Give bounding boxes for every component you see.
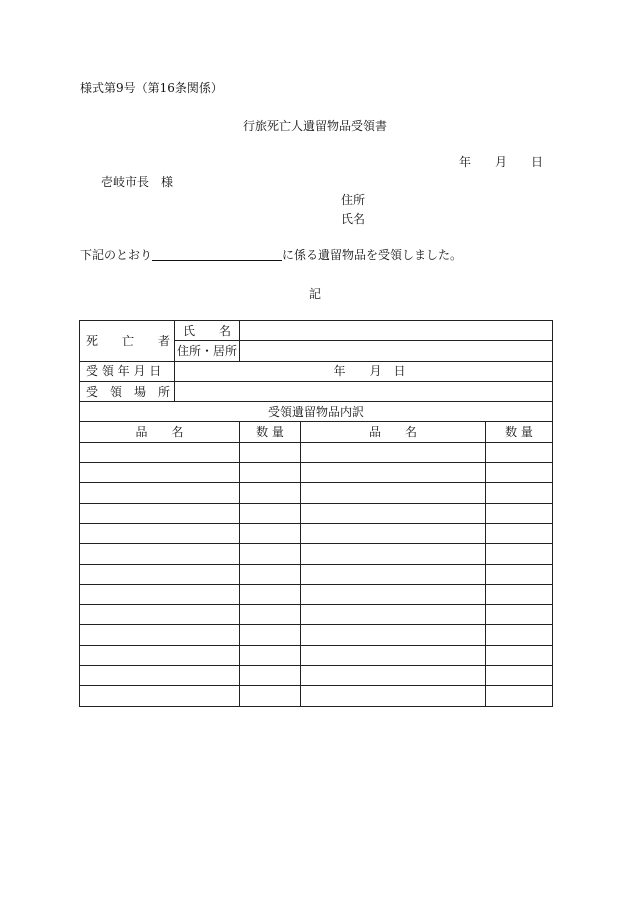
column-header-item-name-2: 品 名 — [301, 422, 486, 442]
quantity-cell[interactable] — [240, 564, 301, 584]
quantity-cell[interactable] — [486, 544, 553, 564]
item-row — [80, 666, 553, 686]
statement — [80, 248, 462, 262]
quantity-cell[interactable] — [486, 645, 553, 665]
item-name-cell[interactable] — [301, 686, 486, 706]
deceased-address-label: 住所・居所 — [175, 341, 240, 361]
item-rows — [80, 442, 553, 706]
item-name-cell[interactable] — [80, 544, 240, 564]
item-name-cell[interactable] — [301, 625, 486, 645]
quantity-cell[interactable] — [486, 523, 553, 543]
deceased-label: 死 亡 者 — [80, 321, 175, 362]
statement-prefix: 下記のとおり — [80, 248, 153, 262]
item-name-cell[interactable] — [301, 483, 486, 503]
quantity-cell[interactable] — [486, 605, 553, 625]
quantity-cell[interactable] — [240, 544, 301, 564]
item-row — [80, 483, 553, 503]
item-row — [80, 584, 553, 604]
statement-suffix: に係る遺留物品を受領しました。 — [282, 248, 463, 262]
receipt-year-label: 年 — [333, 364, 346, 379]
item-name-cell[interactable] — [80, 503, 240, 523]
quantity-cell[interactable] — [486, 666, 553, 686]
quantity-cell[interactable] — [486, 442, 553, 462]
item-name-cell[interactable] — [301, 584, 486, 604]
receipt-day-label: 日 — [393, 364, 406, 379]
quantity-cell[interactable] — [486, 483, 553, 503]
quantity-cell[interactable] — [240, 442, 301, 462]
document-title: 行旅死亡人遺留物品受領書 — [242, 119, 387, 133]
quantity-cell[interactable] — [240, 686, 301, 706]
item-name-cell[interactable] — [80, 605, 240, 625]
item-row — [80, 503, 553, 523]
quantity-cell[interactable] — [486, 584, 553, 604]
quantity-cell[interactable] — [240, 625, 301, 645]
item-row — [80, 442, 553, 462]
column-header-quantity-2: 数 量 — [486, 422, 553, 442]
item-name-cell[interactable] — [80, 483, 240, 503]
quantity-cell[interactable] — [486, 686, 553, 706]
item-name-cell[interactable] — [80, 625, 240, 645]
item-name-cell[interactable] — [80, 584, 240, 604]
item-name-cell[interactable] — [301, 544, 486, 564]
item-row — [80, 686, 553, 706]
date-year-label: 年 — [459, 155, 472, 169]
receipt-month-label: 月 — [369, 364, 382, 379]
item-row — [80, 564, 553, 584]
quantity-cell[interactable] — [486, 625, 553, 645]
item-name-cell[interactable] — [301, 523, 486, 543]
deceased-address-field[interactable] — [240, 341, 553, 361]
quantity-cell[interactable] — [240, 584, 301, 604]
item-name-cell[interactable] — [301, 666, 486, 686]
ki-label: 記 — [308, 287, 321, 301]
sender-name-label: 氏名 — [341, 212, 366, 226]
receipt-form-table — [79, 320, 553, 707]
item-name-cell[interactable] — [80, 564, 240, 584]
receipt-place-field[interactable] — [175, 381, 553, 401]
quantity-cell[interactable] — [240, 645, 301, 665]
quantity-cell[interactable] — [240, 483, 301, 503]
quantity-cell[interactable] — [240, 666, 301, 686]
deceased-name-field[interactable] — [240, 321, 553, 341]
item-name-cell[interactable] — [80, 463, 240, 483]
item-name-cell[interactable] — [301, 503, 486, 523]
column-header-quantity-1: 数 量 — [240, 422, 301, 442]
item-name-cell[interactable] — [80, 523, 240, 543]
addressee: 壱岐市長 様 — [101, 175, 174, 189]
item-name-cell[interactable] — [301, 442, 486, 462]
item-row — [80, 463, 553, 483]
quantity-cell[interactable] — [486, 503, 553, 523]
item-name-cell[interactable] — [80, 666, 240, 686]
quantity-cell[interactable] — [486, 463, 553, 483]
receipt-date-field[interactable] — [175, 361, 553, 381]
form-number: 様式第9号（第16条関係） — [80, 81, 223, 95]
quantity-cell[interactable] — [240, 463, 301, 483]
statement-blank-field[interactable] — [152, 248, 282, 261]
date-month-label: 月 — [495, 155, 508, 169]
quantity-cell[interactable] — [240, 523, 301, 543]
date-day-label: 日 — [531, 155, 544, 169]
receipt-place-label: 受 領 場 所 — [80, 381, 175, 401]
item-name-cell[interactable] — [301, 463, 486, 483]
item-row — [80, 523, 553, 543]
item-name-cell[interactable] — [301, 605, 486, 625]
deceased-name-label: 氏 名 — [175, 321, 240, 341]
item-row — [80, 625, 553, 645]
quantity-cell[interactable] — [486, 564, 553, 584]
quantity-cell[interactable] — [240, 503, 301, 523]
item-name-cell[interactable] — [80, 686, 240, 706]
item-row — [80, 544, 553, 564]
receipt-date-label: 受 領 年 月 日 — [80, 361, 175, 381]
item-row — [80, 645, 553, 665]
items-heading: 受領遺留物品内訳 — [80, 402, 553, 422]
item-name-cell[interactable] — [80, 442, 240, 462]
sender-address-label: 住所 — [341, 193, 366, 207]
quantity-cell[interactable] — [240, 605, 301, 625]
item-name-cell[interactable] — [301, 645, 486, 665]
item-name-cell[interactable] — [301, 564, 486, 584]
issue-date — [459, 155, 543, 169]
column-header-item-name-1: 品 名 — [80, 422, 240, 442]
item-name-cell[interactable] — [80, 645, 240, 665]
item-row — [80, 605, 553, 625]
